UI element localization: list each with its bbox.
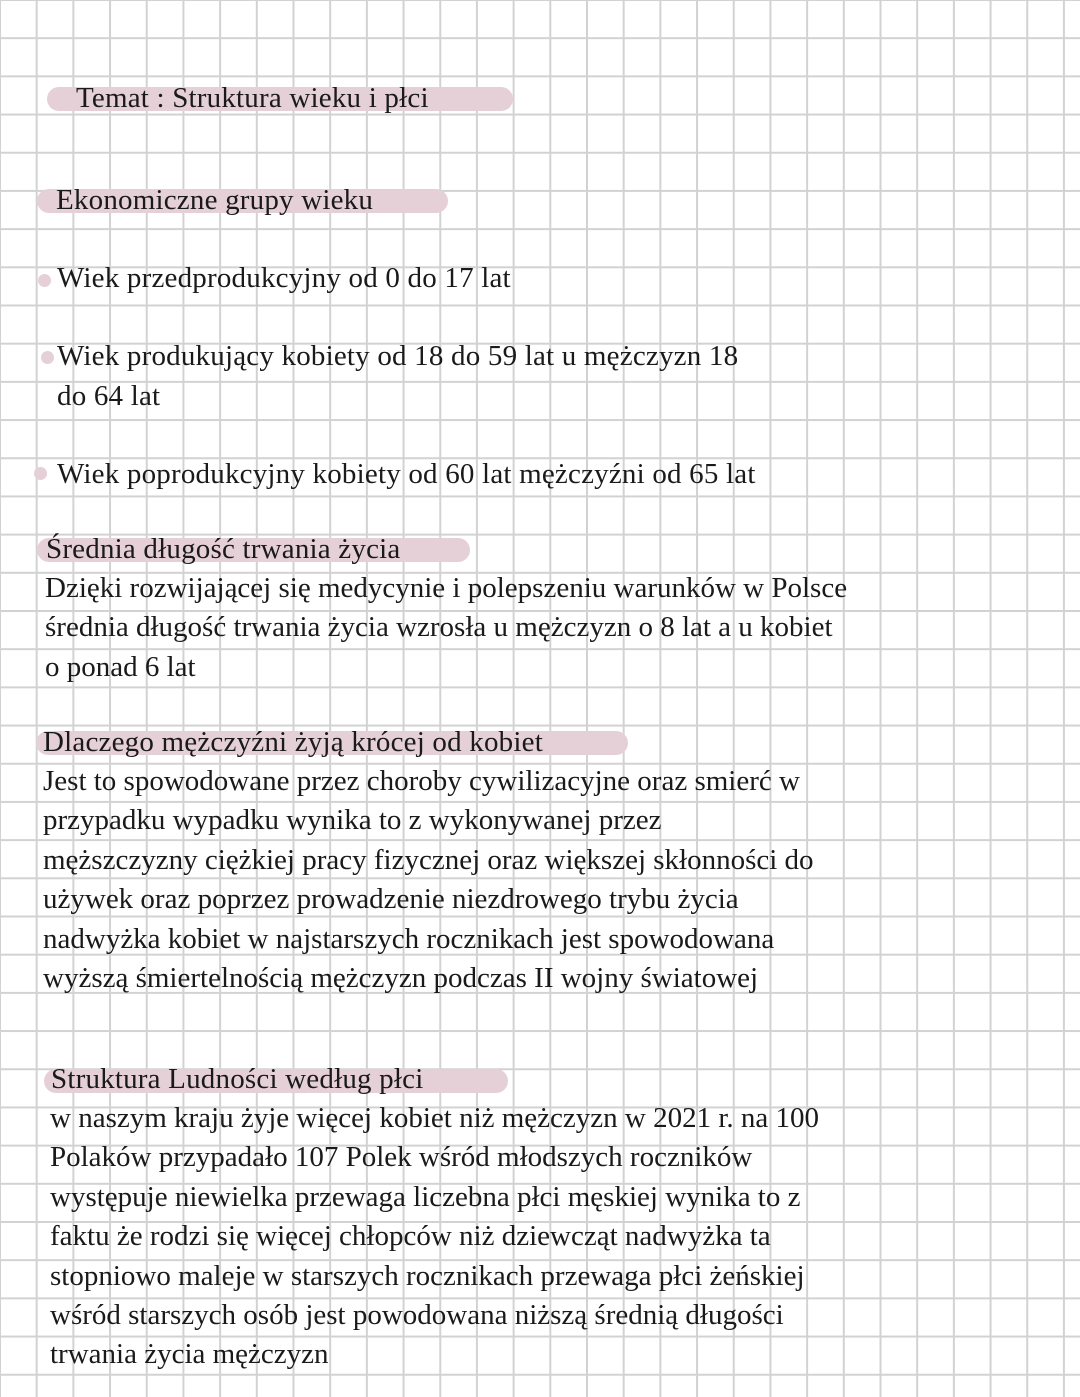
bullet-text: Wiek produkujący kobiety od 18 do 59 lat u mężczyzn 18 xyxy=(57,340,739,372)
text-line: stopniowo maleje w starszych rocznikach przewaga płci żeńskiej xyxy=(50,1259,805,1292)
bullet-text-continued: do 64 lat xyxy=(57,380,161,412)
text-line: o ponad 6 lat xyxy=(45,650,196,683)
text-line: nadwyżka kobiet w najstarszych rocznikach jest spowodowana xyxy=(43,922,775,955)
text-line: trwania życia mężczyzn xyxy=(50,1338,329,1371)
text-line: Dzięki rozwijającej się medycynie i polepszeniu warunków w Polsce xyxy=(45,572,848,604)
text-line: przypadku wypadku wynika to z wykonywanej przez xyxy=(43,804,662,837)
page-title: Temat : Struktura wieku i płci xyxy=(76,82,429,114)
text-line: używek oraz poprzez prowadzenie niezdrowego trybu życia xyxy=(43,883,739,916)
bullet-icon xyxy=(38,274,51,287)
text-line: Polaków przypadało 107 Polek wśród młodszych roczników xyxy=(50,1141,753,1174)
text-line: Jest to spowodowane przez choroby cywilizacyjne oraz smierć w xyxy=(43,765,800,797)
bullet-text: Wiek przedprodukcyjny od 0 do 17 lat xyxy=(57,262,511,294)
section-heading-life-expectancy: Średnia długość trwania życia xyxy=(46,533,401,565)
paragraph-life-expectancy xyxy=(45,569,847,687)
text-line: faktu że rodzi się więcej chłopców niż dziewcząt nadwyżka ta xyxy=(50,1220,771,1253)
section-heading-men-shorter-life: Dlaczego mężczyźni żyją krócej od kobiet xyxy=(43,726,543,758)
text-line: występuje niewielka przewaga liczebna płci męskiej wynika to z xyxy=(50,1180,801,1213)
text-line: w naszym kraju żyje więcej kobiet niż mężczyzn w 2021 r. na 100 xyxy=(50,1102,820,1134)
bullet-text: Wiek poprodukcyjny kobiety od 60 lat mężczyźni od 65 lat xyxy=(57,458,756,490)
text-line: wyższą śmiertelnością mężczyzn podczas II wojny światowej xyxy=(43,962,759,995)
bullet-icon xyxy=(41,351,54,364)
section-heading-sex-structure: Struktura Ludności według płci xyxy=(51,1063,424,1095)
paragraph-men-shorter-life xyxy=(43,762,814,998)
text-line: męższczyzny ciężkiej pracy fizycznej oraz większej skłonności do xyxy=(43,843,814,876)
text-line: wśród starszych osób jest powodowana niższą średnią długości xyxy=(50,1299,784,1332)
bullet-icon xyxy=(34,467,47,480)
text-line: średnia długość trwania życia wzrosła u mężczyzn o 8 lat a u kobiet xyxy=(45,611,833,644)
section-heading-age-groups: Ekonomiczne grupy wieku xyxy=(56,184,374,216)
paragraph-sex-structure xyxy=(50,1099,819,1375)
